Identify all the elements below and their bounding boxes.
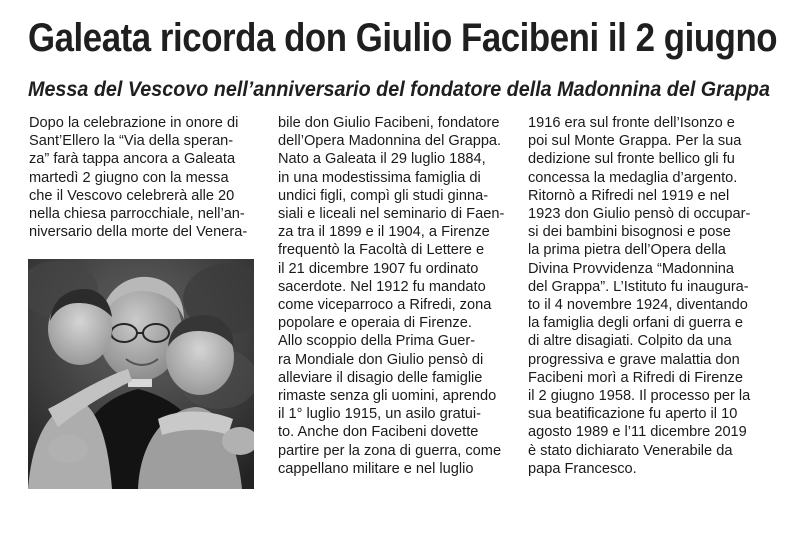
text-line: la famiglia degli orfani di guerra e [528, 315, 743, 332]
text-line: il 2 giugno 1958. Il processo per la [528, 388, 751, 405]
text-line: Dopo la celebrazione in onore di [29, 115, 239, 131]
text-line: la prima pietra dell’Opera della [528, 242, 726, 259]
text-column-1 [29, 114, 264, 241]
text-line: to il 4 novembre 1924, diventando [528, 297, 748, 314]
text-line: niversario della morte del Venera- [29, 224, 248, 241]
text-line: bile don Giulio Facibeni, fondatore [278, 115, 500, 131]
text-line: concessa la medaglia d’argento. [528, 169, 738, 186]
text-line: rimaste senza gli uomini, aprendo [278, 388, 497, 405]
text-line: cappellano militare e nel luglio [278, 460, 474, 477]
text-line: nella chiesa parrocchiale, nell’an- [29, 206, 245, 223]
text-line: siali e liceali nel seminario di Faen- [278, 206, 505, 223]
text-line: za tra il 1899 e il 1904, a Firenze [278, 224, 490, 241]
text-line: Ritornò a Rifredi nel 1919 e nel [528, 187, 730, 204]
text-line: sua beatificazione fu aperto il 10 [528, 406, 738, 423]
article-photo [28, 259, 254, 489]
text-line: dell’Opera Madonnina del Grappa. [278, 133, 502, 150]
text-line: Divina Provvidenza “Madonnina [528, 260, 735, 277]
text-column-3 [528, 114, 768, 478]
text-line: Sant’Ellero la “Via della speran- [29, 133, 234, 150]
text-line: ra Mondiale don Giulio pensò di [278, 351, 484, 368]
text-line: za” farà tappa ancora a Galeata [29, 151, 236, 168]
text-line: poi sul Monte Grappa. Per la sua [528, 133, 742, 150]
text-line: di altre disagiati. Colpito da una [528, 333, 732, 350]
text-line: dedizione sul fronte bellico gli fu [528, 151, 735, 168]
text-line: popolare e operaia di Firenze. [278, 315, 472, 332]
headline: Galeata ricorda don Giulio Facibeni il 2 giugno [28, 16, 778, 60]
text-line: in una modestissima famiglia di [278, 169, 481, 186]
text-line: 1916 era sul fronte dell’Isonzo e [528, 115, 735, 131]
text-line: agosto 1989 e l’11 dicembre 2019 [528, 424, 747, 441]
text-line: to. Anche don Facibeni dovette [278, 424, 479, 441]
text-line: come viceparroco a Rifredi, zona [278, 297, 492, 314]
text-line: undici figli, compì gli studi ginna- [278, 187, 489, 204]
photo-illustration [28, 259, 254, 489]
text-line: progressiva e grave malattia don [528, 351, 740, 368]
text-line: frequentò la Facoltà di Lettere e [278, 242, 485, 259]
text-column-2 [278, 114, 513, 478]
text-line: Allo scoppio della Prima Guer- [278, 333, 476, 350]
text-line: Facibeni morì a Rifredi di Firenze [528, 369, 743, 386]
text-line: il 21 dicembre 1907 fu ordinato [278, 260, 479, 277]
text-line: papa Francesco. [528, 460, 637, 477]
text-line: che il Vescovo celebrerà alle 20 [29, 187, 235, 204]
text-line: martedì 2 giugno con la messa [29, 169, 229, 186]
text-line: sacerdote. Nel 1912 fu mandato [278, 278, 486, 295]
text-line: del Grappa”. L’Istituto fu inaugura- [528, 278, 749, 295]
text-line: si dei bambini bisognosi e pose [528, 224, 731, 241]
text-line: alleviare il disagio delle famiglie [278, 369, 483, 386]
text-line: partire per la zona di guerra, come [278, 442, 502, 459]
text-line: è stato dichiarato Venerabile da [528, 442, 733, 459]
subheadline: Messa del Vescovo nell’anniversario del fondatore della Madonnina del Grappa [28, 78, 770, 101]
text-line: Nato a Galeata il 29 luglio 1884, [278, 151, 486, 168]
text-line: 1923 don Giulio pensò di occupar- [528, 206, 751, 223]
text-line: il 1° luglio 1915, un asilo gratui- [278, 406, 481, 423]
